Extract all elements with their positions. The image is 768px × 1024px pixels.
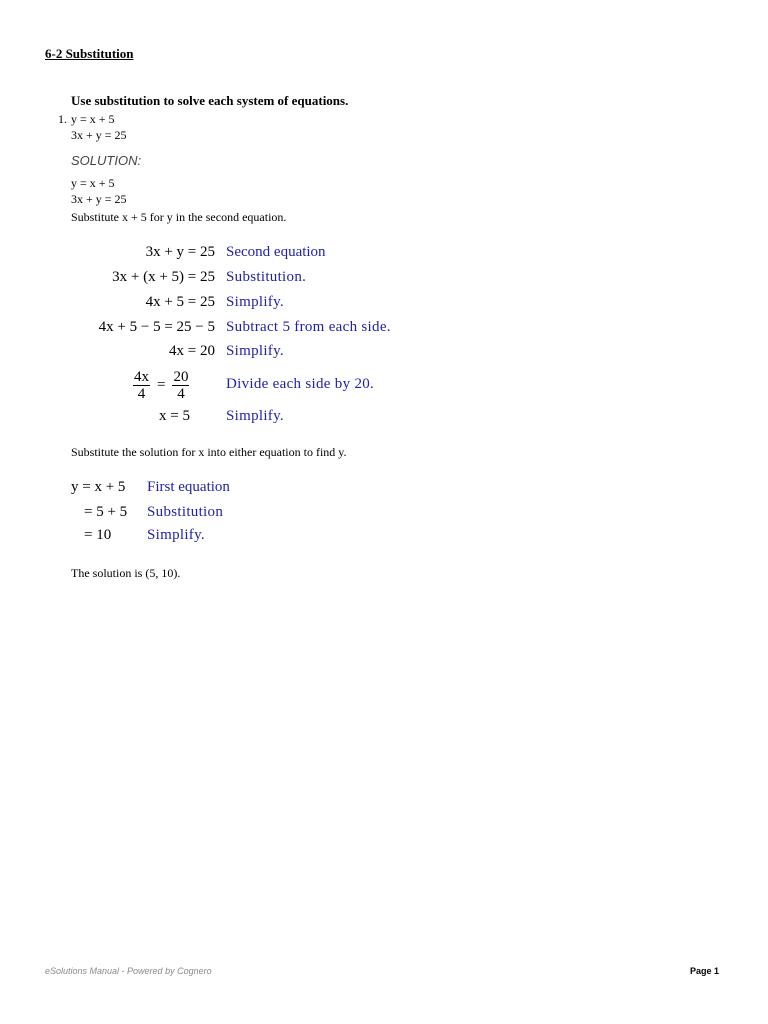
step-note-2: Substitution. [226,269,307,285]
step-expr-7: x = 5 [159,408,190,424]
step-expr-2: 3x + (x + 5) = 25 [112,269,215,285]
step-expr-3: 4x + 5 = 25 [145,294,215,310]
page-title: 6-2 Substitution [45,46,134,61]
step-fraction [133,369,189,402]
system-eq2: 3x + y = 25 [71,192,127,206]
solution-label: SOLUTION: [71,153,142,168]
problem-number: 1. [58,112,67,126]
y-step-note-2: Substitution [147,504,224,520]
step-note-3: Simplify. [226,294,284,310]
fraction-left: $\frac{4x}{4}$ [134,369,149,402]
find-y-text: Substitute the solution for x into either equation to find y. [71,445,347,459]
fraction-equals: = [157,377,166,393]
y-step-expr-1: y = x + 5 [71,479,126,495]
step-note-7: Simplify. [226,408,284,424]
substitute-text: Substitute x + 5 for y in the second equation. [71,210,287,224]
step-note-5: Simplify. [226,343,284,359]
y-step-note-1: First equation [147,479,230,495]
step-note-4: Subtract 5 from each side. [226,319,391,335]
step-expr-5: 4x = 20 [169,343,215,359]
footer-credit: eSolutions Manual - Powered by Cognero [45,966,212,976]
y-step-expr-3: = 10 [84,527,112,543]
step-expr-1: 3x + y = 25 [145,244,215,260]
y-step-note-3: Simplify. [147,527,205,543]
footer-page-number: Page 1 [690,966,720,976]
fraction-right: $\frac{20}{4}$ [173,369,189,402]
system-eq1: y = x + 5 [71,176,115,190]
instructions: Use substitution to solve each system of equations. [71,93,349,108]
step-note-1: Second equation [226,244,326,260]
step-note-6: Divide each side by 20. [226,376,375,392]
conclusion: The solution is (5, 10). [71,566,181,580]
problem-eq2: 3x + y = 25 [71,128,127,142]
y-step-expr-2: = 5 + 5 [84,504,128,520]
step-expr-4: 4x + 5 − 5 = 25 − 5 [98,319,215,335]
problem-eq1: y = x + 5 [71,112,115,126]
